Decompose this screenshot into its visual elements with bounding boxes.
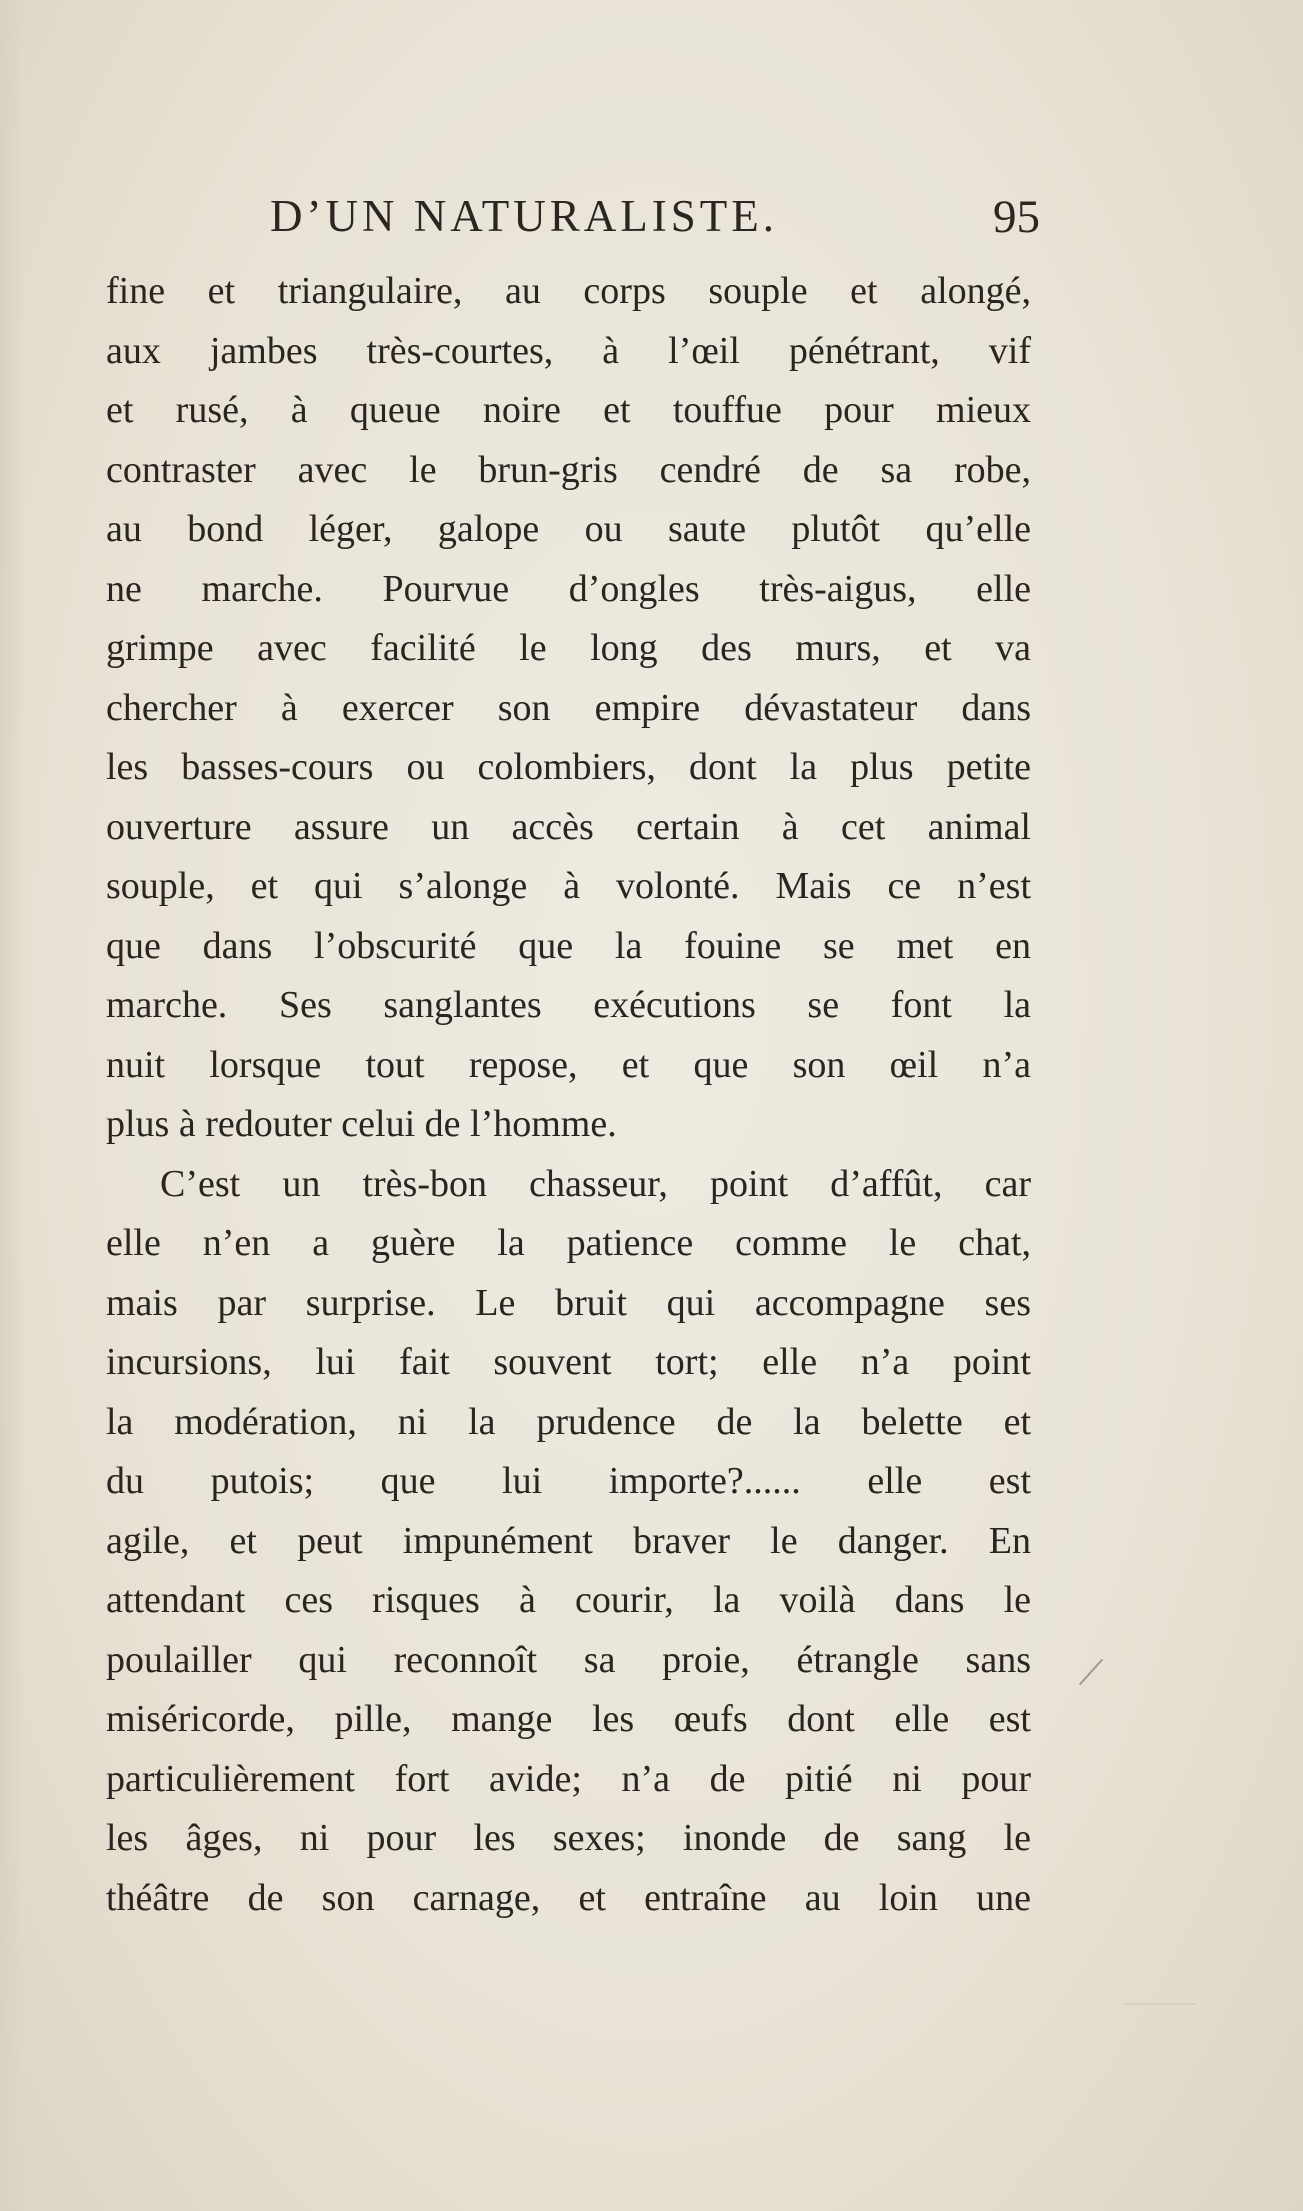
text-line: souple, et qui s’alonge à volonté. Mais ce n’est	[106, 865, 1031, 907]
running-title: D’UN NATURALISTE.	[270, 191, 778, 241]
text-line: chercher à exercer son empire dévastateur dans	[106, 686, 1031, 729]
text-line: mais par surprise. Le bruit qui accompagne ses	[106, 1281, 1031, 1324]
text-line: miséricorde, pille, mange les œufs dont elle est	[106, 1698, 1031, 1740]
page-edge-shadow	[0, 0, 26, 2211]
page-header	[270, 190, 1040, 260]
text-line: nuit lorsque tout repose, et que son œil n’a	[106, 1043, 1031, 1086]
text-line: et rusé, à queue noire et touffue pour mieux	[106, 389, 1031, 431]
text-line: marche. Ses sanglantes exécutions se font la	[106, 984, 1031, 1026]
text-line: ouverture assure un accès certain à cet animal	[106, 805, 1031, 848]
text-line: poulailler qui reconnoît sa proie, étrangle sans	[106, 1638, 1031, 1681]
text-line: C’est un très-bon chasseur, point d’affût, car	[160, 1162, 1031, 1205]
text-line: contraster avec le brun-gris cendré de sa robe,	[106, 448, 1031, 491]
text-line: ne marche. Pourvue d’ongles très-aigus, elle	[106, 567, 1031, 610]
text-line: théâtre de son carnage, et entraîne au loin une	[106, 1876, 1031, 1919]
text-line: particulièrement fort avide; n’a de pitié ni pour	[106, 1757, 1031, 1800]
text-line: les âges, ni pour les sexes; inonde de sang le	[106, 1817, 1031, 1859]
text-line: elle n’en a guère la patience comme le chat,	[106, 1222, 1031, 1264]
pencil-mark	[1079, 1659, 1103, 1686]
text-line: attendant ces risques à courir, la voilà dans le	[106, 1579, 1031, 1621]
text-line: du putois; que lui importe?...... elle est	[106, 1460, 1031, 1502]
body-text	[106, 262, 1031, 1928]
text-line: grimpe avec facilité le long des murs, et va	[106, 627, 1031, 669]
page-number: 95	[993, 191, 1040, 243]
text-line: fine et triangulaire, au corps souple et alongé,	[106, 270, 1031, 312]
text-line: aux jambes très-courtes, à l’œil pénétrant, vif	[106, 329, 1031, 372]
text-line: que dans l’obscurité que la fouine se met en	[106, 924, 1031, 967]
text-line: les basses-cours ou colombiers, dont la plus petite	[106, 746, 1031, 788]
text-line: la modération, ni la prudence de la belette et	[106, 1400, 1031, 1443]
bleed-through-mark	[1125, 1975, 1195, 2005]
text-line: agile, et peut impunément braver le danger. En	[106, 1519, 1031, 1562]
text-line: plus à redouter celui de l’homme.	[106, 1103, 617, 1145]
text-line: incursions, lui fait souvent tort; elle n’a point	[106, 1341, 1031, 1383]
text-line: au bond léger, galope ou saute plutôt qu’elle	[106, 508, 1031, 550]
